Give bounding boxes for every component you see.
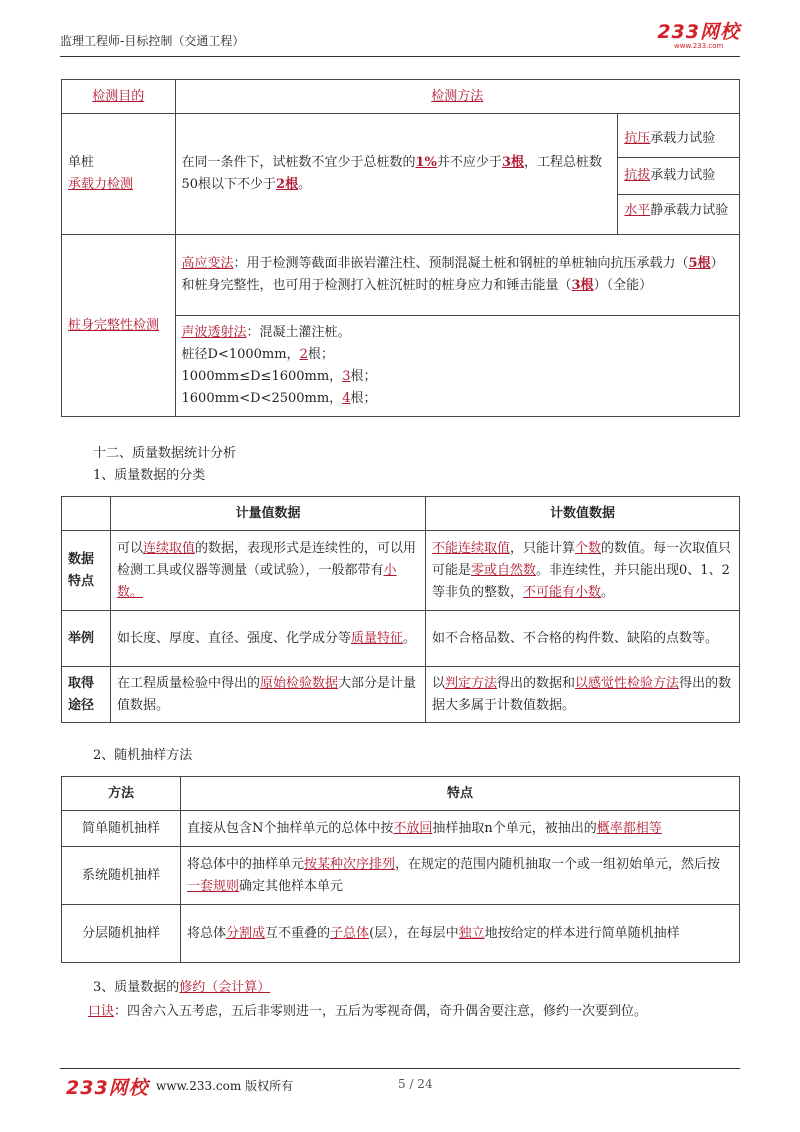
measure-cell: 如长度、厚度、直径、强度、化学成分等质量特征。	[111, 611, 426, 667]
header-purpose: 检测目的	[62, 80, 176, 114]
count-cell: 不能连续取值，只能计算个数的数值。每一次取值只可能是零或自然数。非连续性，并只能出现0、1、2等非负的整数，不可能有小数。	[426, 531, 740, 611]
method-cell: 声波透射法：混凝土灌注桩。 桩径D<1000mm，2根； 1000mm≤D≤1600mm，3根； 1600mm<D<2500mm，4根；	[175, 316, 740, 417]
mnemonic-line: 口诀：四舍六入五考虑，五后非零则进一，五后为零视奇偶，奇升偶舍要注意，修约一次要到位。	[88, 1004, 648, 1019]
feature-cell: 将总体分割成互不重叠的子总体(层），在每层中独立地按给定的样本进行简单随机抽样	[181, 905, 740, 963]
method-name: 简单随机抽样	[62, 811, 181, 847]
subsection-heading: 1、质量数据的分类	[93, 468, 206, 483]
table-row	[62, 905, 740, 963]
table-row	[62, 811, 740, 847]
footer-copyright: www.233.com 版权所有	[156, 1079, 294, 1093]
data-classification-table	[61, 496, 740, 723]
table-row	[62, 667, 740, 723]
header-feature: 特点	[181, 777, 740, 811]
page-footer	[60, 1068, 740, 1099]
count-cell: 以判定方法得出的数据和以感觉性检验方法得出的数据大多属于计数值数据。	[426, 667, 740, 723]
count-cell: 如不合格品数、不合格的构件数、缺陷的点数等。	[426, 611, 740, 667]
table-row	[62, 114, 740, 235]
purpose-cell: 桩身完整性检测	[62, 235, 176, 417]
pile-testing-table	[61, 79, 740, 417]
page-number: 5 / 24	[398, 1077, 433, 1091]
feature-cell: 直接从包含N个抽样单元的总体中按不放回抽样抽取n个单元，被抽出的概率都相等	[181, 811, 740, 847]
brand-logo[interactable]	[657, 22, 740, 50]
method-cell: 在同一条件下，试桩数不宜少于总桩数的1%并不应少于3根，工程总桩数50根以下不少于2根。	[175, 114, 618, 235]
method-cell: 高应变法：用于检测等截面非嵌岩灌注柱、预制混凝土桩和钢桩的单桩轴向抗压承载力（5根） 和桩身完整性，也可用于检测打入桩沉桩时的桩身应力和锤击能量（3根）（全能）	[175, 235, 740, 316]
list-item: 抗拔承载力试验	[618, 158, 739, 195]
list-item: 水平静承载力试验	[624, 203, 729, 218]
header-count: 计数值数据	[426, 497, 740, 531]
table-row	[62, 531, 740, 611]
sampling-methods-table	[61, 776, 740, 963]
table-row	[62, 611, 740, 667]
row-label: 取得途径	[62, 667, 111, 723]
list-item: 抗压承载力试验	[618, 121, 739, 158]
table-row	[62, 847, 740, 905]
test-types-cell	[618, 114, 740, 235]
purpose-cell: 单桩 承载力检测	[62, 114, 176, 235]
subsection-heading: 3、质量数据的修约（会计算）	[93, 980, 271, 995]
corner-cell	[62, 497, 111, 531]
method-name: 系统随机抽样	[62, 847, 181, 905]
measure-cell: 在工程质量检验中得出的原始检验数据大部分是计量值数据。	[111, 667, 426, 723]
header-measure: 计量值数据	[111, 497, 426, 531]
method-name: 分层随机抽样	[62, 905, 181, 963]
document-title: 监理工程师-目标控制（交通工程）	[60, 34, 245, 48]
footer-logo[interactable]: 233网校	[66, 1077, 149, 1099]
section-heading: 十二、质量数据统计分析	[93, 446, 237, 461]
measure-cell: 可以连续取值的数据，表现形式是连续性的，可以用检测工具或仪器等测量（或试验），一般都带有小数。	[111, 531, 426, 611]
feature-cell: 将总体中的抽样单元按某种次序排列，在规定的范围内随机抽取一个或一组初始单元，然后按一套规则确定其他样本单元	[181, 847, 740, 905]
row-label: 数据特点	[62, 531, 111, 611]
logo-url: www.233.com	[674, 42, 724, 50]
page-header	[60, 22, 740, 57]
row-label: 举例	[62, 611, 111, 667]
header-method: 检测方法	[175, 80, 740, 114]
table-row	[62, 235, 740, 316]
logo-text: 233网校	[657, 21, 740, 43]
header-method: 方法	[62, 777, 181, 811]
subsection-heading: 2、随机抽样方法	[93, 748, 193, 763]
